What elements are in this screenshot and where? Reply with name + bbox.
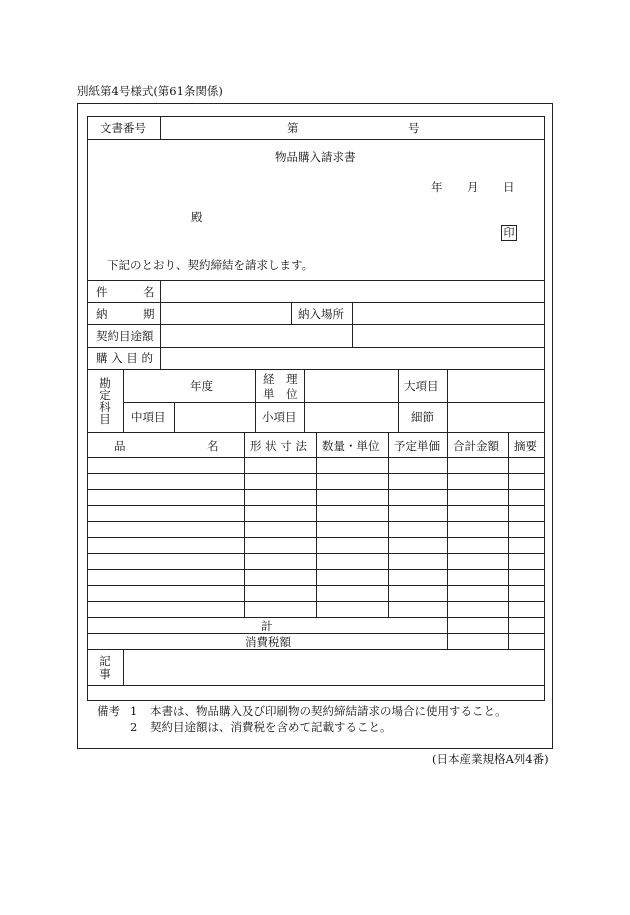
line: [87, 369, 545, 370]
addressee-suffix: 殿: [191, 210, 203, 224]
admin-unit-label-1: 経 理: [263, 372, 298, 386]
line: [123, 402, 545, 403]
date-day: 日: [503, 180, 515, 194]
subject-label-a: 件: [96, 285, 108, 299]
line: [87, 617, 545, 618]
doc-number-go: 号: [408, 121, 420, 135]
remarks-label: 備考: [97, 704, 120, 718]
admin-unit-label-2: 単 位: [263, 387, 298, 401]
spec-header: 形 状 寸 法: [250, 439, 307, 453]
notes-label-2: 事: [99, 667, 111, 681]
purpose-label: 購 入 目 的: [96, 351, 153, 365]
notes-label-1: 記: [99, 654, 111, 668]
remark-2-no: 2: [130, 720, 138, 734]
doc-number-label: 文書番号: [100, 121, 146, 135]
doc-number-dai: 第: [287, 121, 299, 135]
sub-item-label: 細節: [411, 410, 434, 424]
line: [87, 347, 545, 348]
remarks-header: 摘要: [514, 439, 537, 453]
form-title: 物品購入請求書: [275, 150, 356, 164]
line: [87, 685, 545, 686]
line: [160, 280, 161, 369]
remark-1-text: 本書は、物品購入及び印刷物の契約締結請求の場合に使用すること。: [150, 704, 507, 718]
remark-1-no: 1: [130, 704, 138, 718]
line: [316, 432, 317, 617]
seal-mark: 印: [501, 225, 517, 241]
budget-label-1: 勘: [99, 376, 111, 390]
line: [123, 369, 124, 432]
date-month: 月: [467, 180, 479, 194]
delivery-place-label: 納入場所: [298, 307, 344, 321]
line: [174, 402, 175, 432]
budget-label-2: 定: [99, 388, 111, 402]
total-row-label: 計: [261, 619, 273, 633]
item-name-header-b: 名: [207, 439, 219, 453]
budget-label-3: 科: [99, 400, 111, 414]
line: [87, 139, 545, 140]
delivery-period-label-a: 納: [96, 307, 108, 321]
line: [304, 369, 305, 432]
line: [87, 633, 545, 634]
qty-unit-header: 数量・単位: [322, 439, 380, 453]
line: [87, 280, 545, 281]
line: [123, 649, 124, 685]
jis-standard-note: (日本産業規格A列4番): [432, 752, 549, 766]
budget-label-4: 目: [99, 412, 111, 426]
delivery-period-label-b: 期: [143, 307, 155, 321]
line: [447, 432, 448, 649]
minor-item-label: 小項目: [262, 410, 297, 424]
form-reference: 別紙第4号様式(第61条関係): [77, 84, 223, 98]
line: [244, 432, 245, 617]
middle-item-label: 中項目: [131, 410, 166, 424]
line: [352, 302, 353, 347]
fiscal-year-label: 年度: [190, 379, 213, 393]
subject-label-b: 名: [143, 285, 155, 299]
item-name-header-a: 品: [114, 439, 126, 453]
line: [398, 369, 399, 432]
line: [87, 324, 545, 325]
date-year: 年: [431, 180, 443, 194]
line: [291, 302, 292, 324]
line: [388, 432, 389, 617]
remark-2-text: 契約目途額は、消費税を含めて記載すること。: [150, 720, 392, 734]
tax-row-label: 消費税額: [245, 635, 291, 649]
line: [87, 302, 545, 303]
line: [87, 649, 545, 650]
line: [160, 116, 161, 139]
line: [447, 369, 448, 432]
contract-amount-label: 契約目途額: [96, 329, 154, 343]
total-header: 合計金額: [453, 439, 499, 453]
line: [508, 432, 509, 649]
intro-text: 下記のとおり、契約締結を請求します。: [107, 258, 314, 272]
line: [255, 369, 256, 432]
major-item-label: 大項目: [404, 379, 439, 393]
unit-price-header: 予定単価: [394, 439, 440, 453]
